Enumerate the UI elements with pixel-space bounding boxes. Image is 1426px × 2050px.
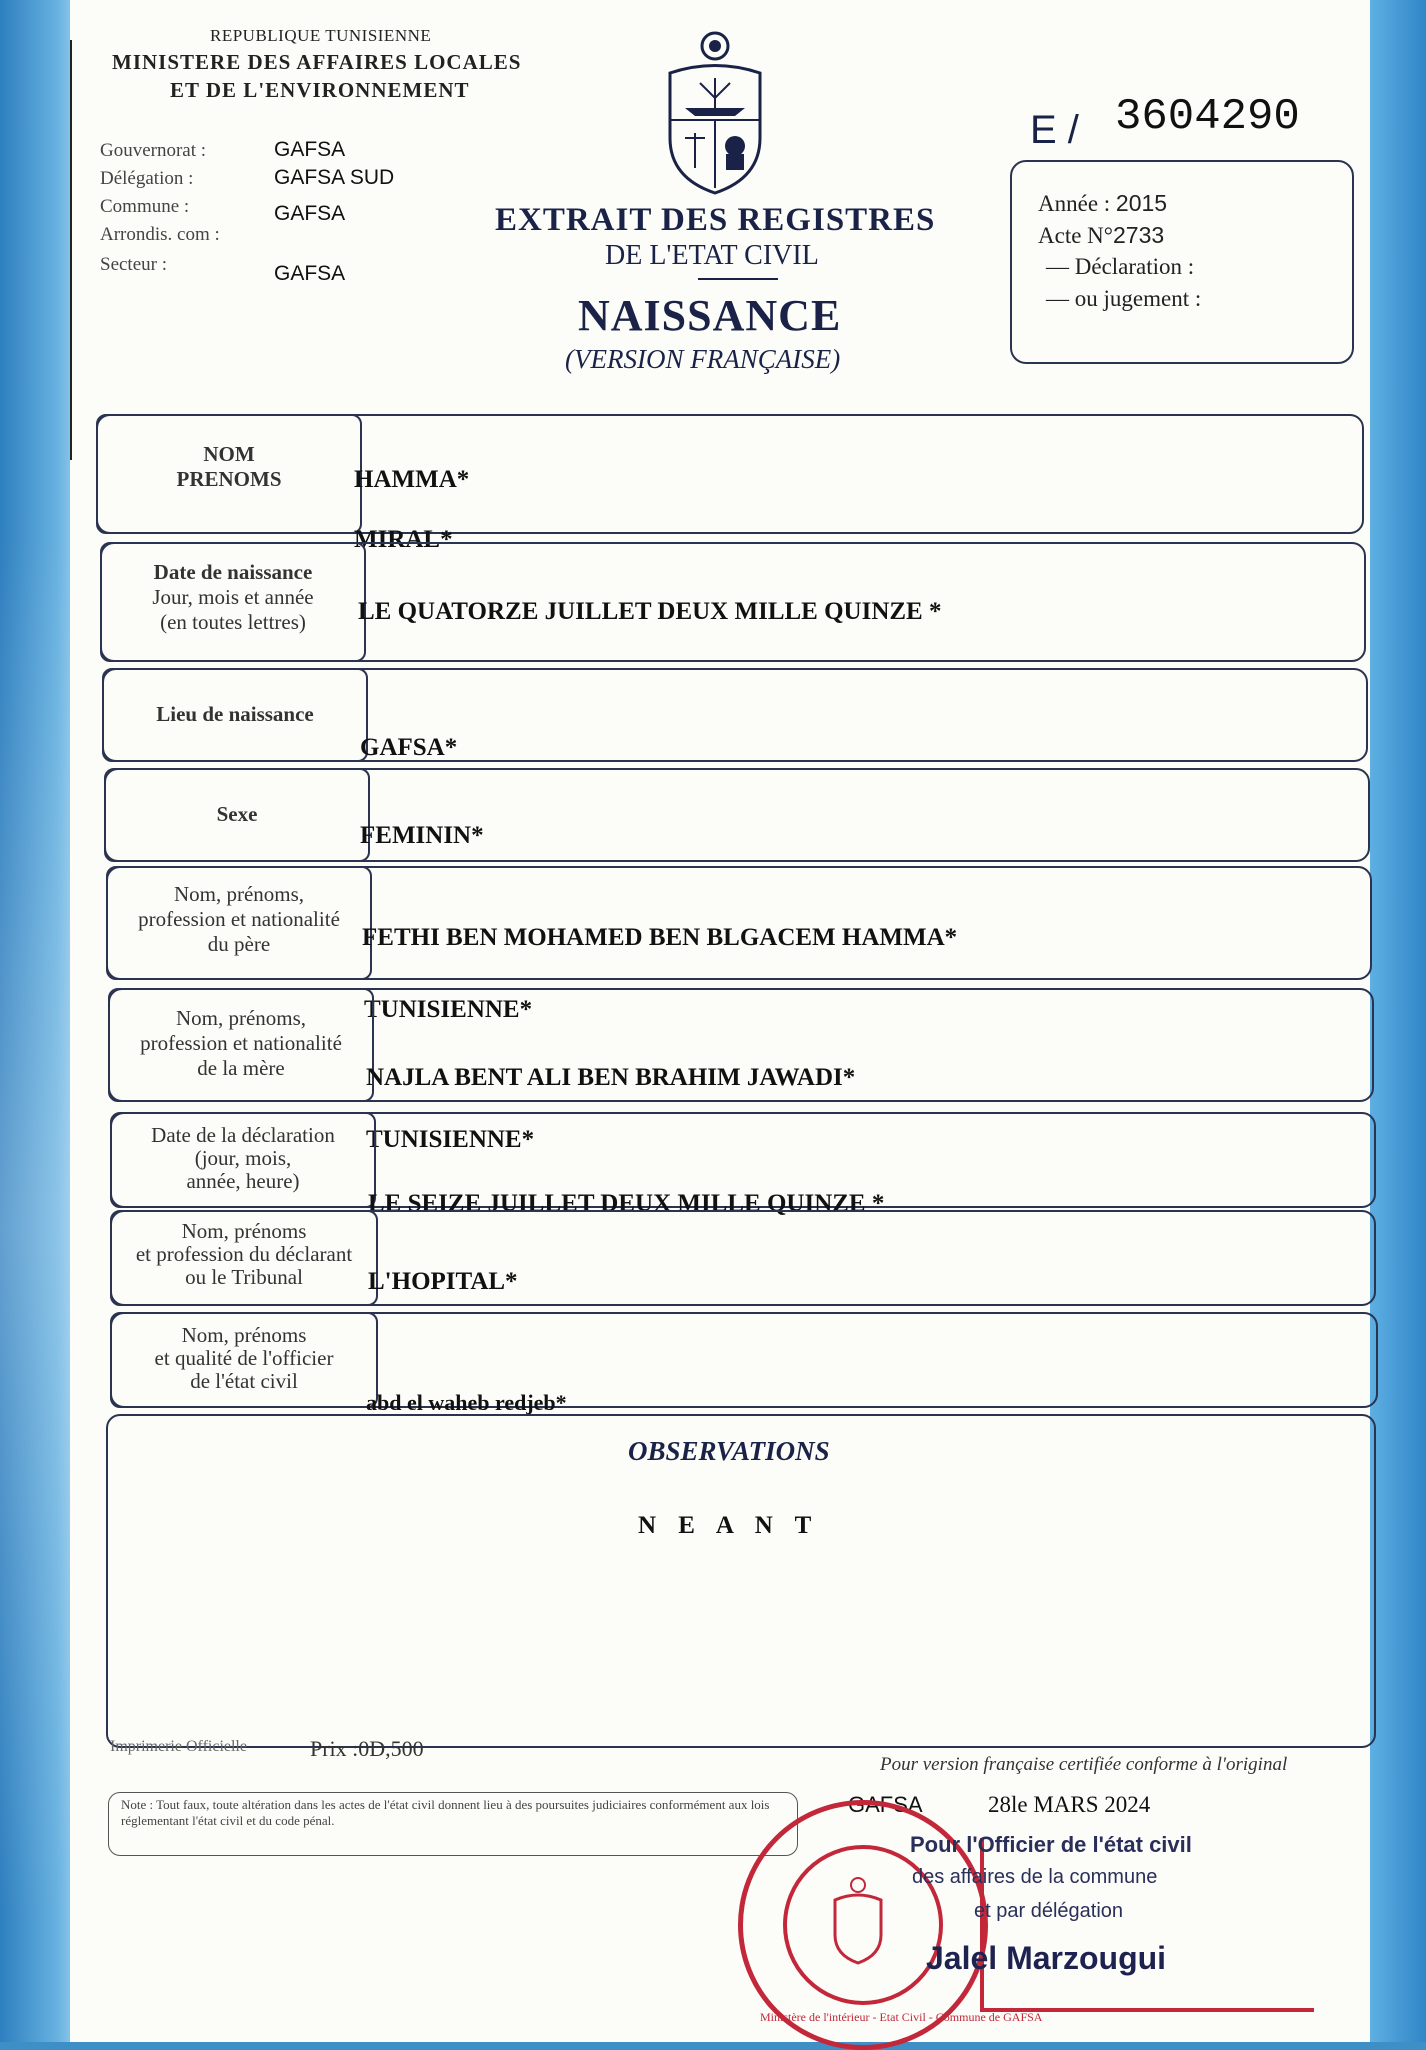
mere-label1: Nom, prénoms,	[175, 1006, 307, 1030]
cell-lieu-label	[102, 668, 368, 762]
signature-block	[980, 1838, 1314, 2012]
dob-sublabel1: Jour, mois et année	[152, 585, 314, 610]
officier-value: abd el waheb redjeb*	[366, 1390, 567, 1415]
cell-declarant-label	[110, 1210, 378, 1306]
commune-label: Commune :	[100, 196, 190, 217]
lieu-label: Lieu de naissance	[156, 702, 314, 726]
title-etat-civil: DE L'ETAT CIVIL	[605, 240, 819, 271]
pere-label3: du père	[207, 932, 271, 957]
prenom-value: MIRAL*	[354, 526, 453, 553]
pere-label1: Nom, prénoms,	[173, 882, 305, 906]
stamp-text: Ministère de l'intérieur - Etat Civil - Commune de GAFSA	[760, 2010, 1043, 2024]
nom-label: NOM	[203, 442, 255, 466]
sexe-value: FEMININ*	[360, 822, 484, 849]
republic-label: REPUBLIQUE TUNISIENNE	[210, 26, 432, 45]
decl-label2: (jour, mois,	[194, 1146, 292, 1171]
title-extrait: EXTRAIT DES REGISTRES	[495, 202, 936, 238]
ministry-line1: MINISTERE DES AFFAIRES LOCALES	[112, 50, 522, 74]
delegation-label: Délégation :	[100, 168, 194, 189]
certificate-sheet	[70, 0, 1370, 2042]
pere-label2: profession et nationalité	[138, 907, 340, 932]
acte-box	[1010, 160, 1354, 364]
prenoms-label: PRENOMS	[176, 467, 282, 492]
title-divider	[698, 278, 778, 280]
note-box	[108, 1792, 798, 1856]
cell-sexe-label	[104, 768, 370, 862]
decl-label3: année, heure)	[186, 1169, 300, 1194]
cell-officier-label	[110, 1312, 378, 1408]
title-naissance: NAISSANCE	[578, 291, 842, 340]
commune-value: GAFSA	[274, 202, 346, 225]
arrondis-label: Arrondis. com :	[100, 224, 220, 245]
decl-label1: Date de la déclaration	[151, 1123, 335, 1147]
mere-label2: profession et nationalité	[140, 1031, 342, 1056]
cell-pere-label	[106, 866, 372, 980]
mere-nationalite: TUNISIENNE*	[366, 1126, 535, 1153]
cell-decl-label	[110, 1112, 376, 1208]
officier-delegation-line3: et par délégation	[974, 1900, 1124, 1922]
acte-value: 2733	[1112, 222, 1165, 248]
sexe-label: Sexe	[216, 802, 258, 826]
dob-label: Date de naissance	[153, 560, 313, 584]
margin-line	[70, 40, 72, 460]
mere-label3: de la mère	[197, 1056, 285, 1081]
lieu-city: GAFSA	[848, 1792, 923, 1817]
jugement-label: — ou jugement :	[1046, 286, 1202, 311]
declarant-label2: et profession du déclarant	[135, 1242, 353, 1267]
imprimerie-label: Imprimerie Officielle	[110, 1738, 247, 1755]
cell-dob-label	[100, 542, 366, 662]
declarant-label1: Nom, prénoms	[181, 1219, 307, 1243]
pere-value: FETHI BEN MOHAMED BEN BLGACEM HAMMA*	[362, 924, 958, 951]
acte-label: Acte N°	[1038, 223, 1113, 248]
certifiee-label: Pour version française certifiée conforme à l'original	[880, 1754, 1288, 1775]
officier-label1: Nom, prénoms	[181, 1323, 307, 1347]
officier-delegation-line2: des affaires de la commune	[912, 1866, 1158, 1888]
declaration-label: — Déclaration :	[1046, 254, 1195, 279]
declarant-value: L'HOPITAL*	[368, 1268, 518, 1295]
pere-nationalite: TUNISIENNE*	[364, 996, 533, 1023]
observations-value: N E A N T	[638, 1512, 820, 1539]
observations-title: OBSERVATIONS	[628, 1436, 830, 1466]
note-text: Note : Tout faux, toute altération dans les actes de l'état civil donnent lieu à des poursuites judiciaires conformément aux lois réglementant l'état civil et du code pénal.	[121, 1797, 770, 1828]
dob-value: LE QUATORZE JUILLET DEUX MILLE QUINZE *	[358, 598, 942, 625]
prix-label: Prix :0D,500	[310, 1736, 424, 1761]
officier-label2: et qualité de l'officier	[154, 1346, 334, 1371]
serial-number: 3604290	[1115, 92, 1300, 142]
officier-label3: de l'état civil	[190, 1369, 298, 1394]
nom-value: HAMMA*	[354, 466, 470, 493]
gouvernorat-label: Gouvernorat :	[100, 140, 207, 161]
declarant-label3: ou le Tribunal	[185, 1265, 303, 1290]
officier-delegation-line1: Pour l'Officier de l'état civil	[910, 1832, 1192, 1857]
lieu-value: GAFSA*	[360, 734, 458, 761]
annee-label: Année :	[1038, 191, 1111, 216]
signature-name: Jalel Marzougui	[926, 1940, 1167, 1976]
ministry-line2: ET DE L'ENVIRONNEMENT	[170, 78, 470, 102]
annee-value: 2015	[1115, 190, 1168, 216]
cell-mere-label	[108, 988, 374, 1102]
cell-nom-label	[96, 414, 362, 534]
secteur-value: GAFSA	[274, 262, 346, 285]
dob-sublabel2: (en toutes lettres)	[160, 610, 306, 635]
declaration-value: LE SEIZE JUILLET DEUX MILLE QUINZE *	[368, 1190, 885, 1217]
serial-prefix: E /	[1030, 108, 1079, 152]
title-version: (VERSION FRANÇAISE)	[565, 344, 841, 374]
secteur-label: Secteur :	[100, 254, 168, 275]
delegation-value: GAFSA SUD	[274, 166, 395, 189]
gouvernorat-value: GAFSA	[274, 138, 346, 161]
lieu-date: 28le MARS 2024	[988, 1792, 1151, 1817]
coat-of-arms-emblem	[660, 28, 770, 198]
mere-value: NAJLA BENT ALI BEN BRAHIM JAWADI*	[366, 1064, 856, 1091]
